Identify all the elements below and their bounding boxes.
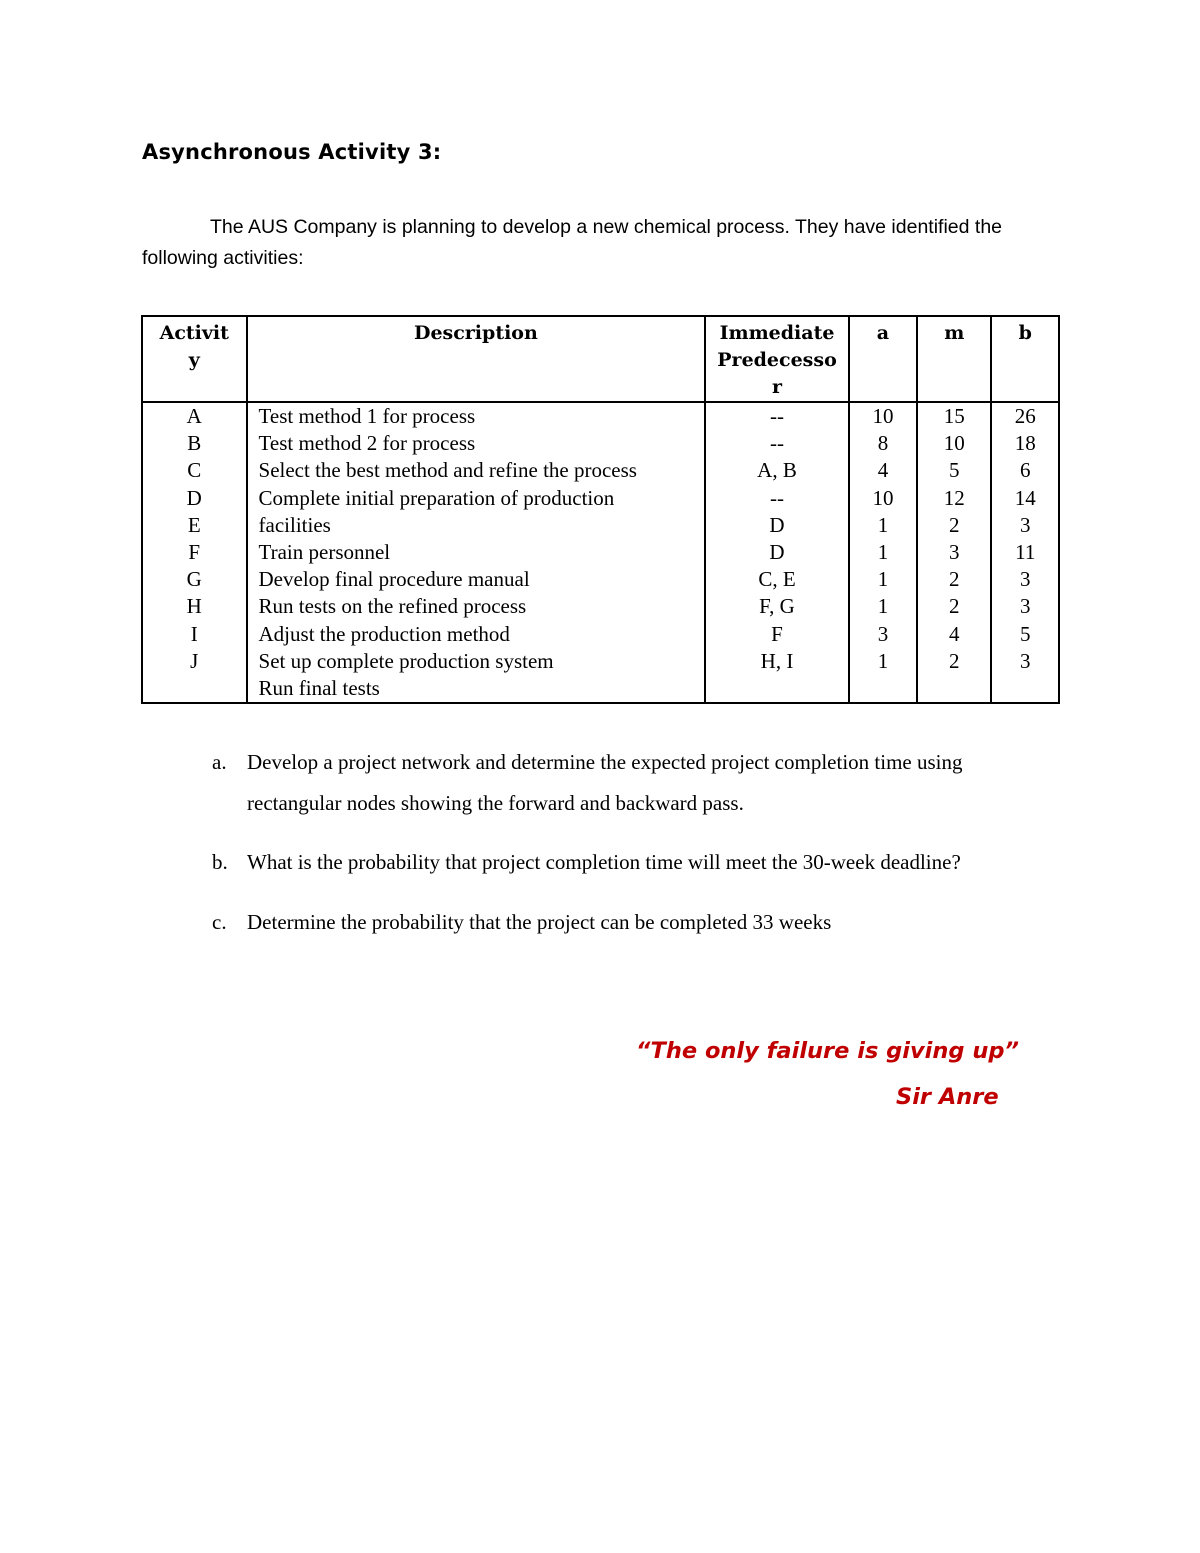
m-column xyxy=(917,402,991,703)
table-cell: 18 xyxy=(1014,431,1036,456)
table-cell: F, G xyxy=(759,594,795,619)
header-predecessor xyxy=(705,316,849,402)
question-list xyxy=(212,742,1072,943)
header-activity xyxy=(142,316,247,402)
header-line: a xyxy=(876,322,890,344)
table-cell: 10 xyxy=(872,404,894,428)
table-cell: A xyxy=(186,404,202,428)
table-cell: 8 xyxy=(877,431,889,456)
table-body-row xyxy=(142,402,1059,703)
activity-column xyxy=(142,402,247,703)
table-cell: C xyxy=(187,458,202,483)
header-m xyxy=(917,316,991,402)
question-a xyxy=(212,742,1072,824)
table-cell: Select the best method and refine the process xyxy=(258,458,637,483)
quote-author: Sir Anre xyxy=(896,1084,999,1110)
table-cell: E xyxy=(187,512,201,537)
table-cell: I xyxy=(190,621,198,646)
predecessor-column xyxy=(705,402,849,703)
table-cell: 12 xyxy=(943,485,965,510)
table-cell: 1 xyxy=(877,648,889,673)
activities-table xyxy=(141,315,1060,704)
table-cell: 2 xyxy=(949,512,960,537)
header-line: Predecesso xyxy=(717,349,837,371)
table-cell: B xyxy=(187,431,202,456)
table-cell: Test method 2 for process xyxy=(258,431,476,456)
table-cell: 26 xyxy=(1014,404,1036,428)
header-b xyxy=(991,316,1059,402)
table-cell: 3 xyxy=(877,621,889,646)
b-column xyxy=(991,402,1059,703)
question-c xyxy=(212,902,1072,943)
table-cell: 15 xyxy=(943,404,965,428)
table-cell: 3 xyxy=(1019,567,1031,592)
table-cell: 2 xyxy=(949,594,960,619)
header-description xyxy=(247,316,706,402)
header-line: y xyxy=(188,349,200,371)
table-cell: Complete initial preparation of production xyxy=(258,485,615,510)
table-cell: 6 xyxy=(1019,458,1031,483)
table-cell: 4 xyxy=(877,458,889,483)
table-cell: 1 xyxy=(877,540,889,565)
table-cell: H, I xyxy=(760,648,794,673)
table-cell: 10 xyxy=(943,431,965,456)
table-cell: Adjust the production method xyxy=(258,621,510,646)
header-line: Immediate xyxy=(719,322,835,344)
table-cell: 11 xyxy=(1015,540,1036,565)
header-line: m xyxy=(944,322,965,344)
table-cell: Develop final procedure manual xyxy=(258,567,530,592)
table-cell: facilities xyxy=(258,512,331,537)
question-marker: b. xyxy=(212,850,228,874)
table-cell: 3 xyxy=(1019,594,1031,619)
table-cell: 1 xyxy=(877,512,889,537)
table-header-row xyxy=(142,316,1059,402)
table-cell: 1 xyxy=(877,594,889,619)
table-cell: A, B xyxy=(757,458,797,483)
table-cell: J xyxy=(190,648,199,673)
header-line: Activit xyxy=(159,322,229,344)
question-marker: a. xyxy=(212,750,227,774)
document-title: Asynchronous Activity 3: xyxy=(142,140,442,164)
table-cell: 3 xyxy=(1019,512,1031,537)
table-cell: 3 xyxy=(1019,648,1031,673)
table-cell: D xyxy=(769,512,785,537)
table-cell: Run final tests xyxy=(258,676,380,701)
table-cell: Test method 1 for process xyxy=(258,404,476,428)
table-cell: 10 xyxy=(872,485,894,510)
question-line: Determine the probability that the project can be completed 33 weeks xyxy=(247,910,832,934)
header-line: r xyxy=(772,376,783,398)
table-cell: C, E xyxy=(758,567,796,592)
question-line: Develop a project network and determine the expected project completion time using xyxy=(247,750,963,774)
table-cell: F xyxy=(188,540,201,565)
a-column xyxy=(849,402,917,703)
table-cell: Run tests on the refined process xyxy=(258,594,527,619)
table-cell: Set up complete production system xyxy=(258,648,554,673)
table-cell: F xyxy=(771,621,783,646)
table-cell: -- xyxy=(770,431,785,456)
table-cell: H xyxy=(186,594,202,619)
motivational-quote: “The only failure is giving up” xyxy=(636,1038,1019,1064)
table-cell: 5 xyxy=(949,458,960,483)
question-marker: c. xyxy=(212,910,227,934)
table-cell: 4 xyxy=(949,621,960,646)
table-cell: 14 xyxy=(1014,485,1036,510)
table-cell: G xyxy=(186,567,202,592)
question-line: What is the probability that project completion time will meet the 30-week deadline? xyxy=(247,850,961,874)
table-cell: -- xyxy=(770,404,785,428)
table-cell: D xyxy=(769,540,785,565)
intro-paragraph: The AUS Company is planning to develop a new chemical process. They have identified the following activities: xyxy=(142,216,1003,269)
table-cell: 1 xyxy=(877,567,889,592)
description-column xyxy=(247,402,706,703)
header-a xyxy=(849,316,917,402)
question-line: rectangular nodes showing the forward and backward pass. xyxy=(247,791,744,815)
table-cell: -- xyxy=(770,485,785,510)
table-cell: D xyxy=(186,485,202,510)
table-cell: 2 xyxy=(949,567,960,592)
question-b xyxy=(212,842,1072,883)
table-cell: 3 xyxy=(949,540,960,565)
header-line: b xyxy=(1018,322,1032,344)
header-line: Description xyxy=(413,322,538,344)
table-cell: 5 xyxy=(1019,621,1031,646)
table-cell: 2 xyxy=(949,648,960,673)
table-cell: Train personnel xyxy=(258,540,391,565)
